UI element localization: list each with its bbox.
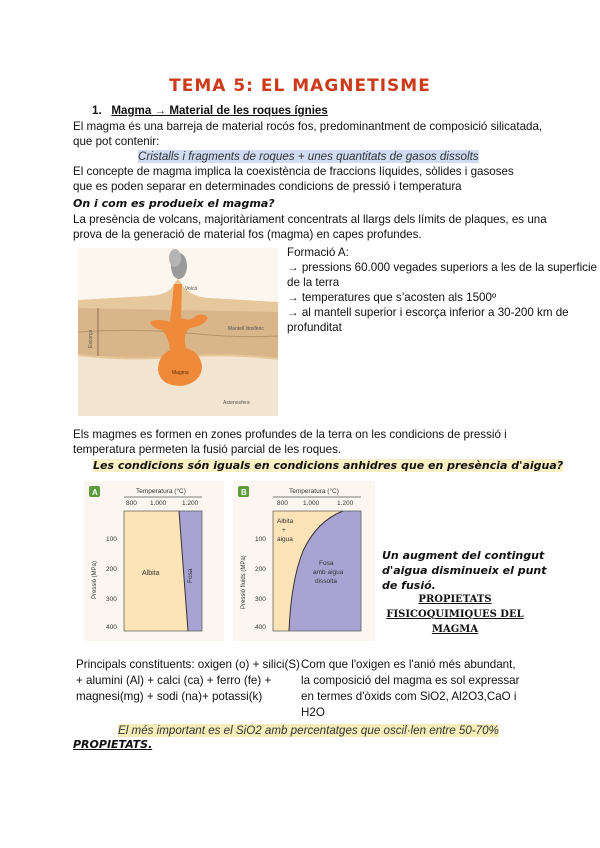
chart-a-xtick: 1.000	[150, 500, 167, 507]
chart-b-badge-label: B	[241, 488, 247, 497]
text-line: temperatura permeten la fusió parcial de les roques.	[73, 443, 342, 456]
text-line: La presència de volcans, majoritàriament concentrats al llargs dels límits de plaques, es una	[73, 213, 547, 226]
paragraph-magma-concept	[73, 164, 514, 194]
text-line: la composició del magma es sol expressar	[301, 674, 520, 687]
text-line: H2O	[301, 706, 325, 719]
paragraph-volcanoes	[73, 212, 547, 242]
chart-a-badge-label: A	[92, 488, 98, 497]
properties-heading-line: FISICOQUIMIQUES DEL	[386, 609, 524, 620]
chart-b-ylabel: Pressió fluids (MPa)	[241, 555, 247, 609]
chart-b-hydrous	[233, 481, 375, 641]
highlight-sio2	[118, 723, 499, 738]
chart-a-ylabel: Pressió (MPa)	[92, 560, 98, 599]
chart-a-anhydrous	[84, 481, 224, 641]
label-asthenosphere: Astenosfera	[223, 400, 250, 406]
paragraph-magma-definition	[73, 119, 542, 149]
oxides-block	[301, 657, 519, 721]
label-mantle: Mantell litosfèric	[228, 326, 264, 332]
formation-block	[287, 245, 597, 335]
text-line: Principals constituents: oxigen (o) + silici(S)	[76, 658, 300, 671]
text-line: + alumini (Al) + calci (ca) + ferro (fe) +	[76, 674, 272, 687]
formation-line: → temperatures que s’acosten als 1500º	[287, 291, 497, 304]
properties-heading-line: MAGMA	[431, 624, 479, 635]
chart-b-melt-label: dissolta	[315, 578, 338, 585]
chart-b-albite-label: +	[282, 527, 286, 534]
text-line: El magma és una barreja de material rocós fos, predominantment de composició silicatada,	[73, 120, 543, 133]
page-title: TEMA 5: EL MAGNETISME	[169, 76, 431, 96]
chart-a-xtick: 800	[126, 500, 137, 507]
chart-b-xtick: 800	[277, 500, 288, 507]
text-line: que pot contenir:	[73, 135, 160, 148]
question-water: Les condicions són iguals en condicions anhidres que en presència d'aigua?	[93, 459, 564, 472]
side-note	[382, 548, 547, 593]
section-title: Magma → Material de les roques ígnies	[111, 104, 328, 117]
chart-a-axis-title: Temperatura (°C)	[136, 488, 186, 495]
chart-b-melt-label: Fosa	[319, 560, 334, 567]
side-note-line: de fusió.	[382, 579, 436, 592]
chart-a-ytick: 400	[106, 624, 117, 631]
highlight-crystals	[138, 149, 479, 164]
chart-b-xtick: 1.000	[303, 500, 320, 507]
label-magma: Magma	[172, 370, 189, 376]
formation-line: → pressions 60.000 vegades superiors a les de la superficie	[287, 261, 597, 274]
label-volcano: Volcà	[185, 286, 198, 292]
chart-a-albite-label: Albita	[142, 570, 160, 577]
text-line: Els magmes es formen en zones profundes de la terra on les condicions de pressió i	[73, 428, 507, 441]
chart-b-ytick: 200	[255, 566, 266, 573]
text-line: prova de la generació de material fos (magma) en capes profundes.	[73, 228, 422, 241]
side-note-line: Un augment del contingut	[382, 549, 545, 562]
chart-a-ytick: 100	[106, 536, 117, 543]
formation-line: → al mantell superior i escorça inferior a 30-200 km de	[287, 306, 569, 319]
properties-subheading: PROPIETATS.	[73, 738, 153, 751]
chart-b-ytick: 100	[255, 536, 266, 543]
chart-b-axis-title: Temperatura (°C)	[289, 488, 339, 495]
text-line: magnesi(mg) + sodi (na)+ potassi(k)	[76, 690, 263, 703]
text-line: Com que l'oxigen es l'anió més abundant,	[301, 658, 516, 671]
label-crust: Escorça	[88, 329, 94, 348]
section-heading	[92, 103, 328, 118]
highlight-text: Cristalls i fragments de roques + unes quantitats de gasos dissolts	[138, 150, 479, 163]
chart-b-ytick: 300	[255, 596, 266, 603]
constituents-block	[76, 657, 300, 705]
chart-a-melt-label: Fosa	[187, 568, 194, 583]
chart-b-albite-label: aigua	[277, 536, 293, 543]
chart-a-ytick: 300	[106, 596, 117, 603]
chart-a-ytick: 200	[106, 566, 117, 573]
highlight-text: El més important es el SiO2 amb percentatges que oscil·len entre 50-70%	[118, 724, 499, 737]
text-line: El concepte de magma implica la coexistència de fraccions líquides, sòlides i gasoses	[73, 165, 514, 178]
paragraph-partial-melting	[73, 427, 507, 457]
question-heading: On i com es produeix el magma?	[73, 197, 275, 210]
text-line: que es poden separar en determinades condicions de pressió i temperatura	[73, 180, 462, 193]
chart-a-xtick: 1.200	[182, 500, 199, 507]
chart-b-ytick: 400	[255, 624, 266, 631]
formation-line: profunditat	[287, 321, 342, 334]
section-number: 1.	[92, 104, 102, 117]
side-note-line: d'aigua disminueix el punt	[382, 564, 547, 577]
smoke-plume	[169, 249, 181, 267]
volcano-diagram	[78, 248, 278, 416]
chart-b-albite-label: Albita	[277, 518, 294, 525]
chart-b-xtick: 1.200	[337, 500, 354, 507]
text-line: en termes d'òxids com SiO2, Al2O3,CaO i	[301, 690, 517, 703]
properties-heading-line: PROPIETATS	[418, 594, 492, 605]
formation-line: de la terra	[287, 276, 340, 289]
properties-heading	[380, 592, 530, 637]
formation-title: Formació A:	[287, 246, 349, 259]
chart-b-melt-label: amb aigua	[313, 569, 344, 576]
